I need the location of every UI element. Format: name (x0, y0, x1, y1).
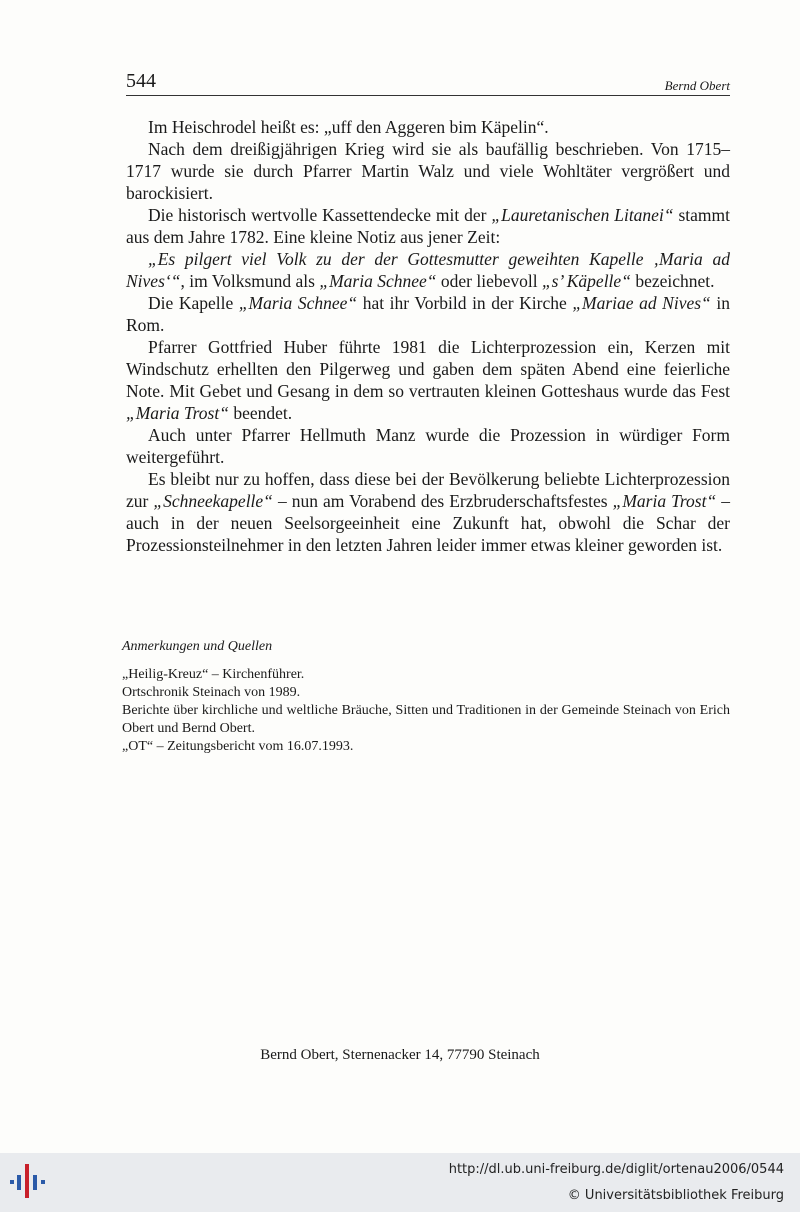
paragraph-1-text: Im Heischrodel heißt es: „uff den Aggeren bim Käpelin“. (148, 117, 549, 137)
p3-text-a: Die historisch wertvolle Kassettendecke mit der (148, 205, 492, 225)
p6-text-c: beendet. (228, 403, 293, 423)
p4-text-b: , im Volksmund als (180, 271, 320, 291)
paragraph-5 (126, 292, 730, 336)
p8-text-c: – nun am Vorabend des Erzbruderschaftsfestes (272, 491, 613, 511)
p5-text-e: in Rom. (126, 293, 730, 335)
p8-text-a: Es bleibt nur zu hoffen, dass diese bei der Bevölkerung beliebte Lichterprozession zur (126, 469, 730, 511)
note-item: „Heilig-Kreuz“ – Kirchenführer. (122, 667, 305, 682)
paragraph-8 (126, 468, 730, 556)
p5-italic-name: „Maria Schnee“ (238, 293, 358, 313)
p4-text-d: oder liebevoll (436, 271, 542, 291)
paragraph-4 (126, 248, 730, 292)
notes-list (122, 666, 730, 756)
body-text (126, 116, 730, 556)
running-head: Bernd Obert (664, 78, 730, 93)
paragraph-1 (126, 116, 730, 138)
p4-text-f: bezeichnet. (630, 271, 715, 291)
p8-italic-feast: „Maria Trost“ (612, 491, 717, 511)
p8-text-e: – auch in der neuen Seelsorgeeinheit eine Zukunft hat, obwohl die Schar der Prozessionsteilnehmer in den letzten Jahren leider immer etwas kleiner geworden ist. (126, 491, 730, 555)
note-item: „OT“ – Zeitungsbericht vom 16.07.1993. (122, 739, 354, 754)
p3-text-c: stammt aus dem Jahre 1782. Eine kleine Notiz aus jener Zeit: (126, 205, 730, 247)
p5-text-a: Die Kapelle (148, 293, 239, 313)
p6-text-a: Pfarrer Gottfried Huber führte 1981 die Lichterprozession ein, Kerzen mit Windschutz erhellten den Pilgerweg und gaben dem späten Abend eine feierliche Note. Mit Gebet und Gesang in dem so vertrauten kleinen Gotteshaus wurde das Fest (126, 337, 730, 401)
p3-italic-title: „Lauretanischen Litanei“ (491, 205, 674, 225)
author-signature: Bernd Obert, Sternenacker 14, 77790 Steinach (260, 1047, 540, 1063)
paragraph-7: Auch unter Pfarrer Hellmuth Manz wurde die Prozession in würdiger Form weitergeführt. (126, 425, 730, 467)
p5-text-c: hat ihr Vorbild in der Kirche (357, 293, 573, 313)
page-header (126, 70, 730, 96)
digital-library-link[interactable]: http://dl.ub.uni-freiburg.de/diglit/ortenau2006/0544 (448, 1162, 784, 1177)
p8-italic-chapel: „Schneekapelle“ (153, 491, 273, 511)
paragraph-2: Nach dem dreißigjährigen Krieg wird sie als baufällig beschrieben. Von 1715–1717 wurde sie durch Pfarrer Martin Walz und viele Wohltäter vergrößert und barockisiert. (126, 139, 730, 203)
p4-italic-quote: „Es pilgert viel Volk zu der der Gottesmutter geweihten Kapelle ‚Maria ad Nives‘“ (126, 249, 730, 291)
p5-italic-church: „Mariae ad Nives“ (572, 293, 711, 313)
paragraph-6 (126, 336, 730, 424)
page-number: 544 (126, 70, 156, 92)
copyright-notice: © Universitätsbibliothek Freiburg (567, 1188, 784, 1203)
note-item: Berichte über kirchliche und weltliche Bräuche, Sitten und Traditionen in der Gemeinde Steinach von Erich Obert und Bernd Obert. (122, 703, 730, 736)
p4-italic-name: „Maria Schnee“ (319, 271, 437, 291)
ub-freiburg-logo-icon (10, 1164, 52, 1198)
p4-italic-nickname: „s’ Käpelle“ (541, 271, 631, 291)
notes-heading: Anmerkungen und Quellen (122, 639, 273, 654)
paragraph-3 (126, 204, 730, 248)
p6-italic-feast: „Maria Trost“ (126, 403, 229, 423)
note-item: Ortschronik Steinach von 1989. (122, 685, 301, 700)
